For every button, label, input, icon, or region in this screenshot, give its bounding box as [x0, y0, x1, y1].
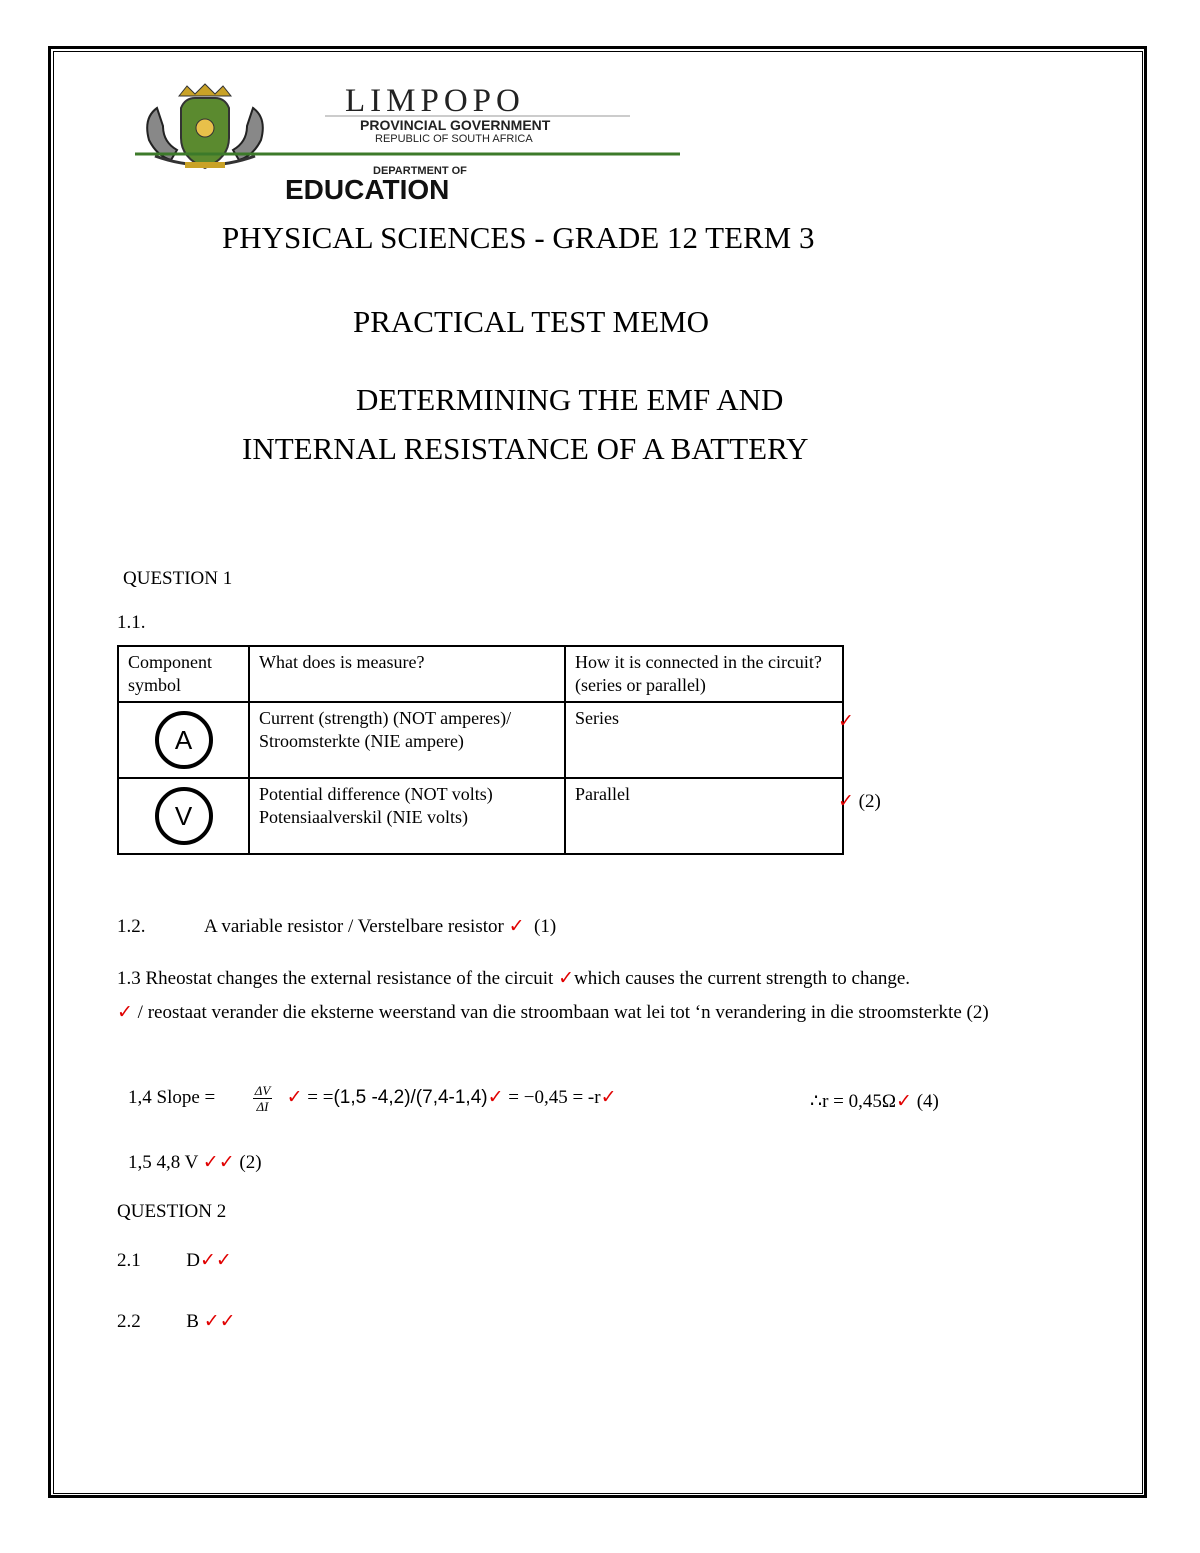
dept-line-2: EDUCATION	[285, 174, 450, 205]
table-header: Component symbol	[118, 646, 249, 702]
answer-text: A variable resistor / Verstelbare resistor	[203, 916, 504, 937]
fraction-numerator: ΔV	[254, 1083, 271, 1098]
tick-marks: ✓✓	[203, 1311, 236, 1332]
symbol-cell	[118, 778, 249, 854]
answer-2-1	[117, 1249, 232, 1272]
answer-1-3	[117, 962, 1074, 1030]
tick-mark: ✓	[896, 1091, 912, 1112]
tick-mark: ✓	[286, 1086, 303, 1108]
fraction-denominator: ΔI	[256, 1099, 269, 1114]
answer-number: 1.2.	[117, 916, 146, 937]
answer-text: / reostaat verander die eksterne weerstand van die stroombaan wat lei tot ‘n verandering in die stroomsterkte (2)	[132, 1002, 989, 1023]
marks: (4)	[916, 1091, 939, 1112]
slope-fraction	[253, 1083, 273, 1114]
answer-text: 1.3 Rheostat changes the external resistance of the circuit	[117, 968, 559, 989]
table-header: What does is measure?	[249, 646, 565, 702]
question-1-heading: QUESTION 1	[123, 568, 233, 589]
answer-text: B	[186, 1311, 199, 1332]
tick-mark: ✓	[838, 791, 854, 812]
answer-number: 2.1	[117, 1250, 141, 1271]
answer-1-4	[128, 1083, 617, 1114]
result-text: ∴r = 0,45Ω	[810, 1091, 897, 1112]
marks-total: (2)	[858, 791, 881, 812]
measure-cell: Current (strength) (NOT amperes)/ Stroomsterkte (NIE ampere)	[249, 702, 565, 778]
tick-marks: ✓✓	[202, 1152, 235, 1173]
tick-mark: ✓	[117, 1002, 133, 1023]
table-header-row	[118, 646, 843, 702]
title-topic-line2: INTERNAL RESISTANCE OF A BATTERY	[242, 431, 809, 466]
equals: = =	[302, 1086, 334, 1108]
tick-marks: ✓✓	[199, 1250, 232, 1271]
row2-marks	[838, 790, 881, 813]
answer-2-2	[117, 1310, 236, 1333]
voltmeter-icon: V	[155, 787, 213, 845]
title-topic-line1: DETERMINING THE EMF AND	[356, 382, 784, 417]
answer-1-2	[117, 915, 556, 938]
answer-text: 1,5 4,8 V	[128, 1152, 199, 1173]
tick-mark: ✓	[558, 968, 574, 989]
slope-value: = −0,45 = -r	[503, 1086, 601, 1108]
connection-cell: Parallel	[565, 778, 843, 854]
symbol-cell	[118, 702, 249, 778]
answer-text: which causes the current strength to change.	[573, 968, 911, 989]
measure-cell: Potential difference (NOT volts) Potensiaalverskil (NIE volts)	[249, 778, 565, 854]
sub-question-1-1: 1.1.	[117, 612, 146, 633]
slope-label: 1,4 Slope =	[128, 1086, 216, 1108]
ammeter-icon: A	[155, 711, 213, 769]
question-2-heading: QUESTION 2	[117, 1201, 227, 1222]
title-subject: PHYSICAL SCIENCES - GRADE 12 TERM 3	[222, 220, 815, 255]
table-header: How it is connected in the circuit? (series or parallel)	[565, 646, 843, 702]
marks: (2)	[239, 1152, 262, 1173]
table-row	[118, 778, 843, 854]
tick-mark: ✓	[487, 1086, 504, 1108]
slope-calculation: (1,5 -4,2)/(7,4-1,4)	[333, 1086, 488, 1108]
dept-line-1: DEPARTMENT OF	[373, 165, 467, 177]
answer-text: D	[186, 1250, 200, 1271]
answer-1-4-result	[810, 1090, 939, 1113]
gov-line-1: PROVINCIAL GOVERNMENT	[360, 117, 551, 133]
marks: (1)	[534, 916, 557, 937]
tick-mark: ✓	[600, 1086, 617, 1108]
answer-1-5	[128, 1151, 262, 1174]
province-name: LIMPOPO	[345, 83, 525, 119]
tick-mark: ✓	[838, 711, 854, 732]
connection-cell: Series	[565, 702, 843, 778]
component-table	[117, 645, 844, 855]
answer-number: 2.2	[117, 1311, 141, 1332]
limpopo-education-logo	[135, 78, 695, 208]
table-row	[118, 702, 843, 778]
tick-mark: ✓	[508, 916, 525, 937]
title-memo: PRACTICAL TEST MEMO	[353, 304, 709, 339]
gov-line-2: REPUBLIC OF SOUTH AFRICA	[375, 133, 533, 145]
